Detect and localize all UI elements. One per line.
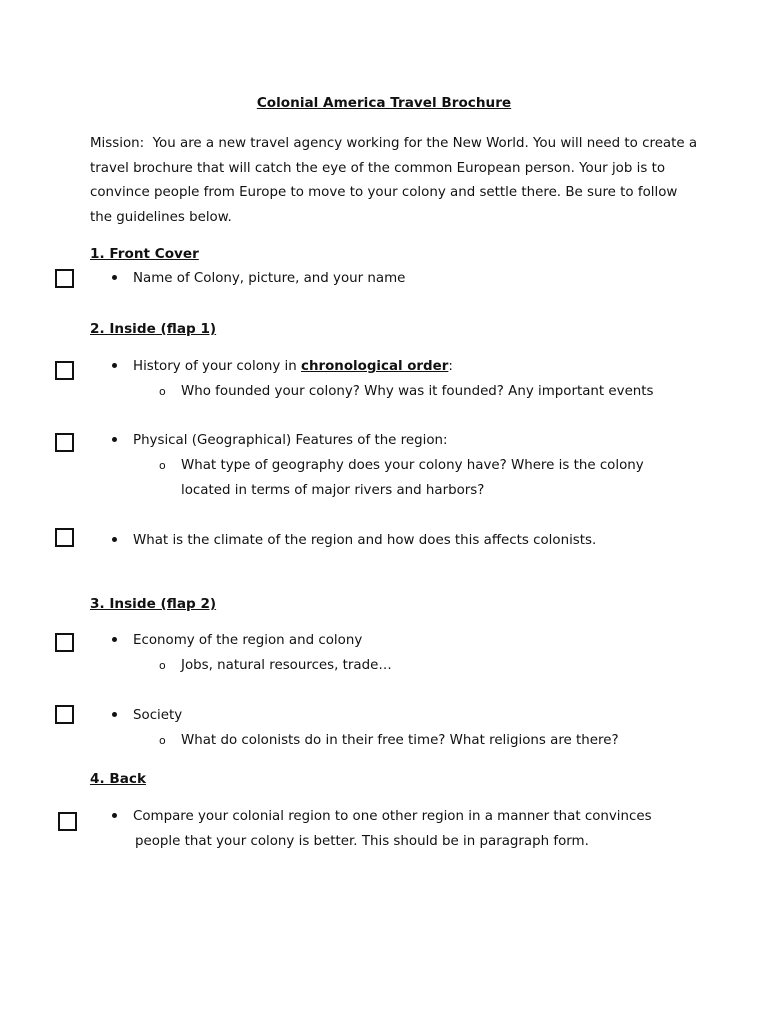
emphasis-text: chronological order: [301, 359, 449, 374]
checkbox-economy[interactable]: [55, 633, 74, 652]
section-heading-inside-flap-2: 3. Inside (flap 2): [90, 596, 217, 612]
bullet-icon: [112, 275, 117, 280]
section-heading-inside-flap-1: 2. Inside (flap 1): [90, 321, 217, 337]
checkbox-climate[interactable]: [55, 528, 74, 547]
page-title: Colonial America Travel Brochure: [256, 95, 512, 111]
checkbox-history[interactable]: [55, 361, 74, 380]
bullet-icon: [112, 637, 117, 642]
list-item: Economy of the region and colony: [112, 633, 362, 648]
list-item: Society: [112, 708, 182, 723]
list-item: Physical (Geographical) Features of the region:: [112, 433, 448, 448]
circle-bullet-icon: o: [159, 734, 166, 747]
sub-list-item: o Jobs, natural resources, trade…: [159, 658, 392, 673]
mission-paragraph: [90, 132, 700, 230]
sub-list-item: o What do colonists do in their free time? What religions are there?: [159, 733, 619, 748]
checkbox-front-cover[interactable]: [55, 269, 74, 288]
bullet-icon: [112, 813, 117, 818]
list-item: Name of Colony, picture, and your name: [112, 271, 405, 286]
bullet-icon: [112, 363, 117, 368]
list-item: Compare your colonial region to one other region in a manner that convinces: [112, 809, 652, 824]
section-heading-front-cover: 1. Front Cover: [90, 246, 199, 262]
circle-bullet-icon: o: [159, 659, 166, 672]
list-item: What is the climate of the region and how does this affects colonists.: [112, 533, 596, 548]
checkbox-compare[interactable]: [58, 812, 77, 831]
bullet-icon: [112, 712, 117, 717]
bullet-icon: [112, 537, 117, 542]
mission-label: Mission:: [90, 136, 145, 151]
checkbox-geography[interactable]: [55, 433, 74, 452]
section-heading-back: 4. Back: [90, 771, 146, 787]
bullet-icon: [112, 437, 117, 442]
sub-list-item: o What type of geography does your colony have? Where is the colony: [159, 458, 644, 473]
checkbox-society[interactable]: [55, 705, 74, 724]
list-item-continued: people that your colony is better. This should be in paragraph form.: [135, 834, 589, 849]
sub-list-item: o Who founded your colony? Why was it founded? Any important events: [159, 384, 654, 399]
mission-text: You are a new travel agency working for the New World. You will need to create a travel brochure that will catch the eye of the common European person. Your job is to convince people from Europe to move to your colony and settle there. Be sure to follow the guidelines below.: [90, 136, 698, 225]
circle-bullet-icon: o: [159, 459, 166, 472]
sub-list-item-continued: located in terms of major rivers and harbors?: [181, 483, 485, 498]
list-item: History of your colony in chronological order:: [112, 359, 453, 374]
circle-bullet-icon: o: [159, 385, 166, 398]
